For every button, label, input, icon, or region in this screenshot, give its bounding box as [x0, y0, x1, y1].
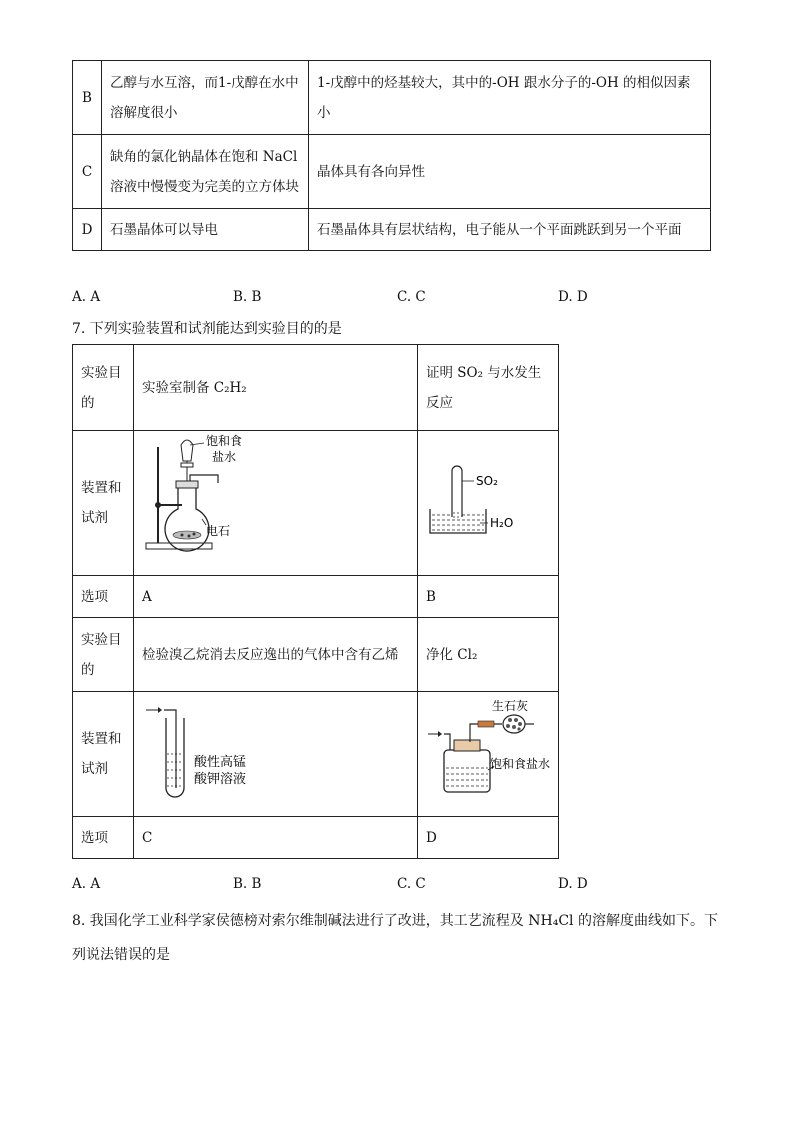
- q7-question: 7. 下列实验装置和试剂能达到实验目的的是: [72, 321, 342, 337]
- table-row: [73, 345, 559, 431]
- apparatus-c: [134, 692, 418, 817]
- choice-c[interactable]: C. C: [397, 876, 426, 892]
- option-cell: C: [73, 135, 102, 209]
- purpose-d: 净化 Cl₂: [418, 618, 559, 692]
- table-row: [73, 431, 559, 576]
- purpose-b: 证明 SO₂ 与水发生反应: [418, 345, 559, 431]
- fig-c-label: 酸钾溶液: [194, 772, 247, 787]
- fig-d-label: 生石灰: [492, 699, 529, 713]
- fact-cell: 乙醇与水互溶，而1-戊醇在水中溶解度很小: [102, 61, 309, 135]
- so2-water-figure: [418, 431, 558, 564]
- row-label: 装置和试剂: [73, 431, 134, 576]
- apparatus-a: [134, 431, 418, 576]
- fig-a-label: 饱和食: [206, 434, 243, 448]
- table-row: [73, 618, 559, 692]
- fig-a-label: 电石: [206, 524, 231, 538]
- row-label: 选项: [73, 817, 134, 859]
- table-row: [73, 817, 559, 859]
- fig-c-label: 酸性高锰: [194, 755, 247, 770]
- apparatus-d: [418, 692, 559, 817]
- option-b: B: [418, 576, 559, 618]
- table-row: [73, 209, 711, 251]
- purpose-c: 检验溴乙烷消去反应逸出的气体中含有乙烯: [134, 618, 418, 692]
- apparatus-b: [418, 431, 559, 576]
- choice-b[interactable]: B. B: [233, 289, 262, 305]
- choice-b[interactable]: B. B: [233, 876, 262, 892]
- kmno4-test-figure: [134, 692, 414, 805]
- acetylene-apparatus-figure: [134, 431, 414, 564]
- table-row: [73, 135, 711, 209]
- reason-cell: 石墨晶体具有层状结构，电子能从一个平面跳跃到另一个平面: [309, 209, 711, 251]
- row-label: 选项: [73, 576, 134, 618]
- option-a: A: [134, 576, 418, 618]
- choice-c[interactable]: C. C: [397, 289, 426, 305]
- reason-cell: 晶体具有各向异性: [309, 135, 711, 209]
- fig-b-label: H₂O: [490, 516, 514, 530]
- q8-line: 列说法错误的是: [72, 947, 170, 963]
- option-cell: D: [73, 209, 102, 251]
- choice-a[interactable]: A. A: [72, 289, 101, 305]
- row-label: 实验目的: [73, 618, 134, 692]
- choice-a[interactable]: A. A: [72, 876, 101, 892]
- q6-table: [72, 60, 711, 251]
- fig-b-label: SO₂: [476, 474, 498, 488]
- purpose-a: 实验室制备 C₂H₂: [134, 345, 418, 431]
- table-row: [73, 576, 559, 618]
- choice-d[interactable]: D. D: [558, 289, 588, 305]
- q7-table: [72, 344, 559, 859]
- q8-line: 8. 我国化学工业科学家侯德榜对索尔维制碱法进行了改进，其工艺流程及 NH₄Cl 的溶解度曲线如下。下: [72, 913, 718, 929]
- q8-question: [72, 904, 722, 972]
- table-row: [73, 61, 711, 135]
- chlorine-purify-figure: [418, 692, 558, 805]
- reason-cell: 1-戊醇中的烃基较大，其中的-OH 跟水分子的-OH 的相似因素小: [309, 61, 711, 135]
- table-row: [73, 692, 559, 817]
- option-cell: B: [73, 61, 102, 135]
- fig-d-label: 饱和食盐水: [490, 757, 551, 771]
- fact-cell: 石墨晶体可以导电: [102, 209, 309, 251]
- row-label: 实验目的: [73, 345, 134, 431]
- fact-cell: 缺角的氯化钠晶体在饱和 NaCl 溶液中慢慢变为完美的立方体块: [102, 135, 309, 209]
- option-c: C: [134, 817, 418, 859]
- option-d: D: [418, 817, 559, 859]
- row-label: 装置和试剂: [73, 692, 134, 817]
- choice-d[interactable]: D. D: [558, 876, 588, 892]
- fig-a-label: 盐水: [212, 450, 237, 464]
